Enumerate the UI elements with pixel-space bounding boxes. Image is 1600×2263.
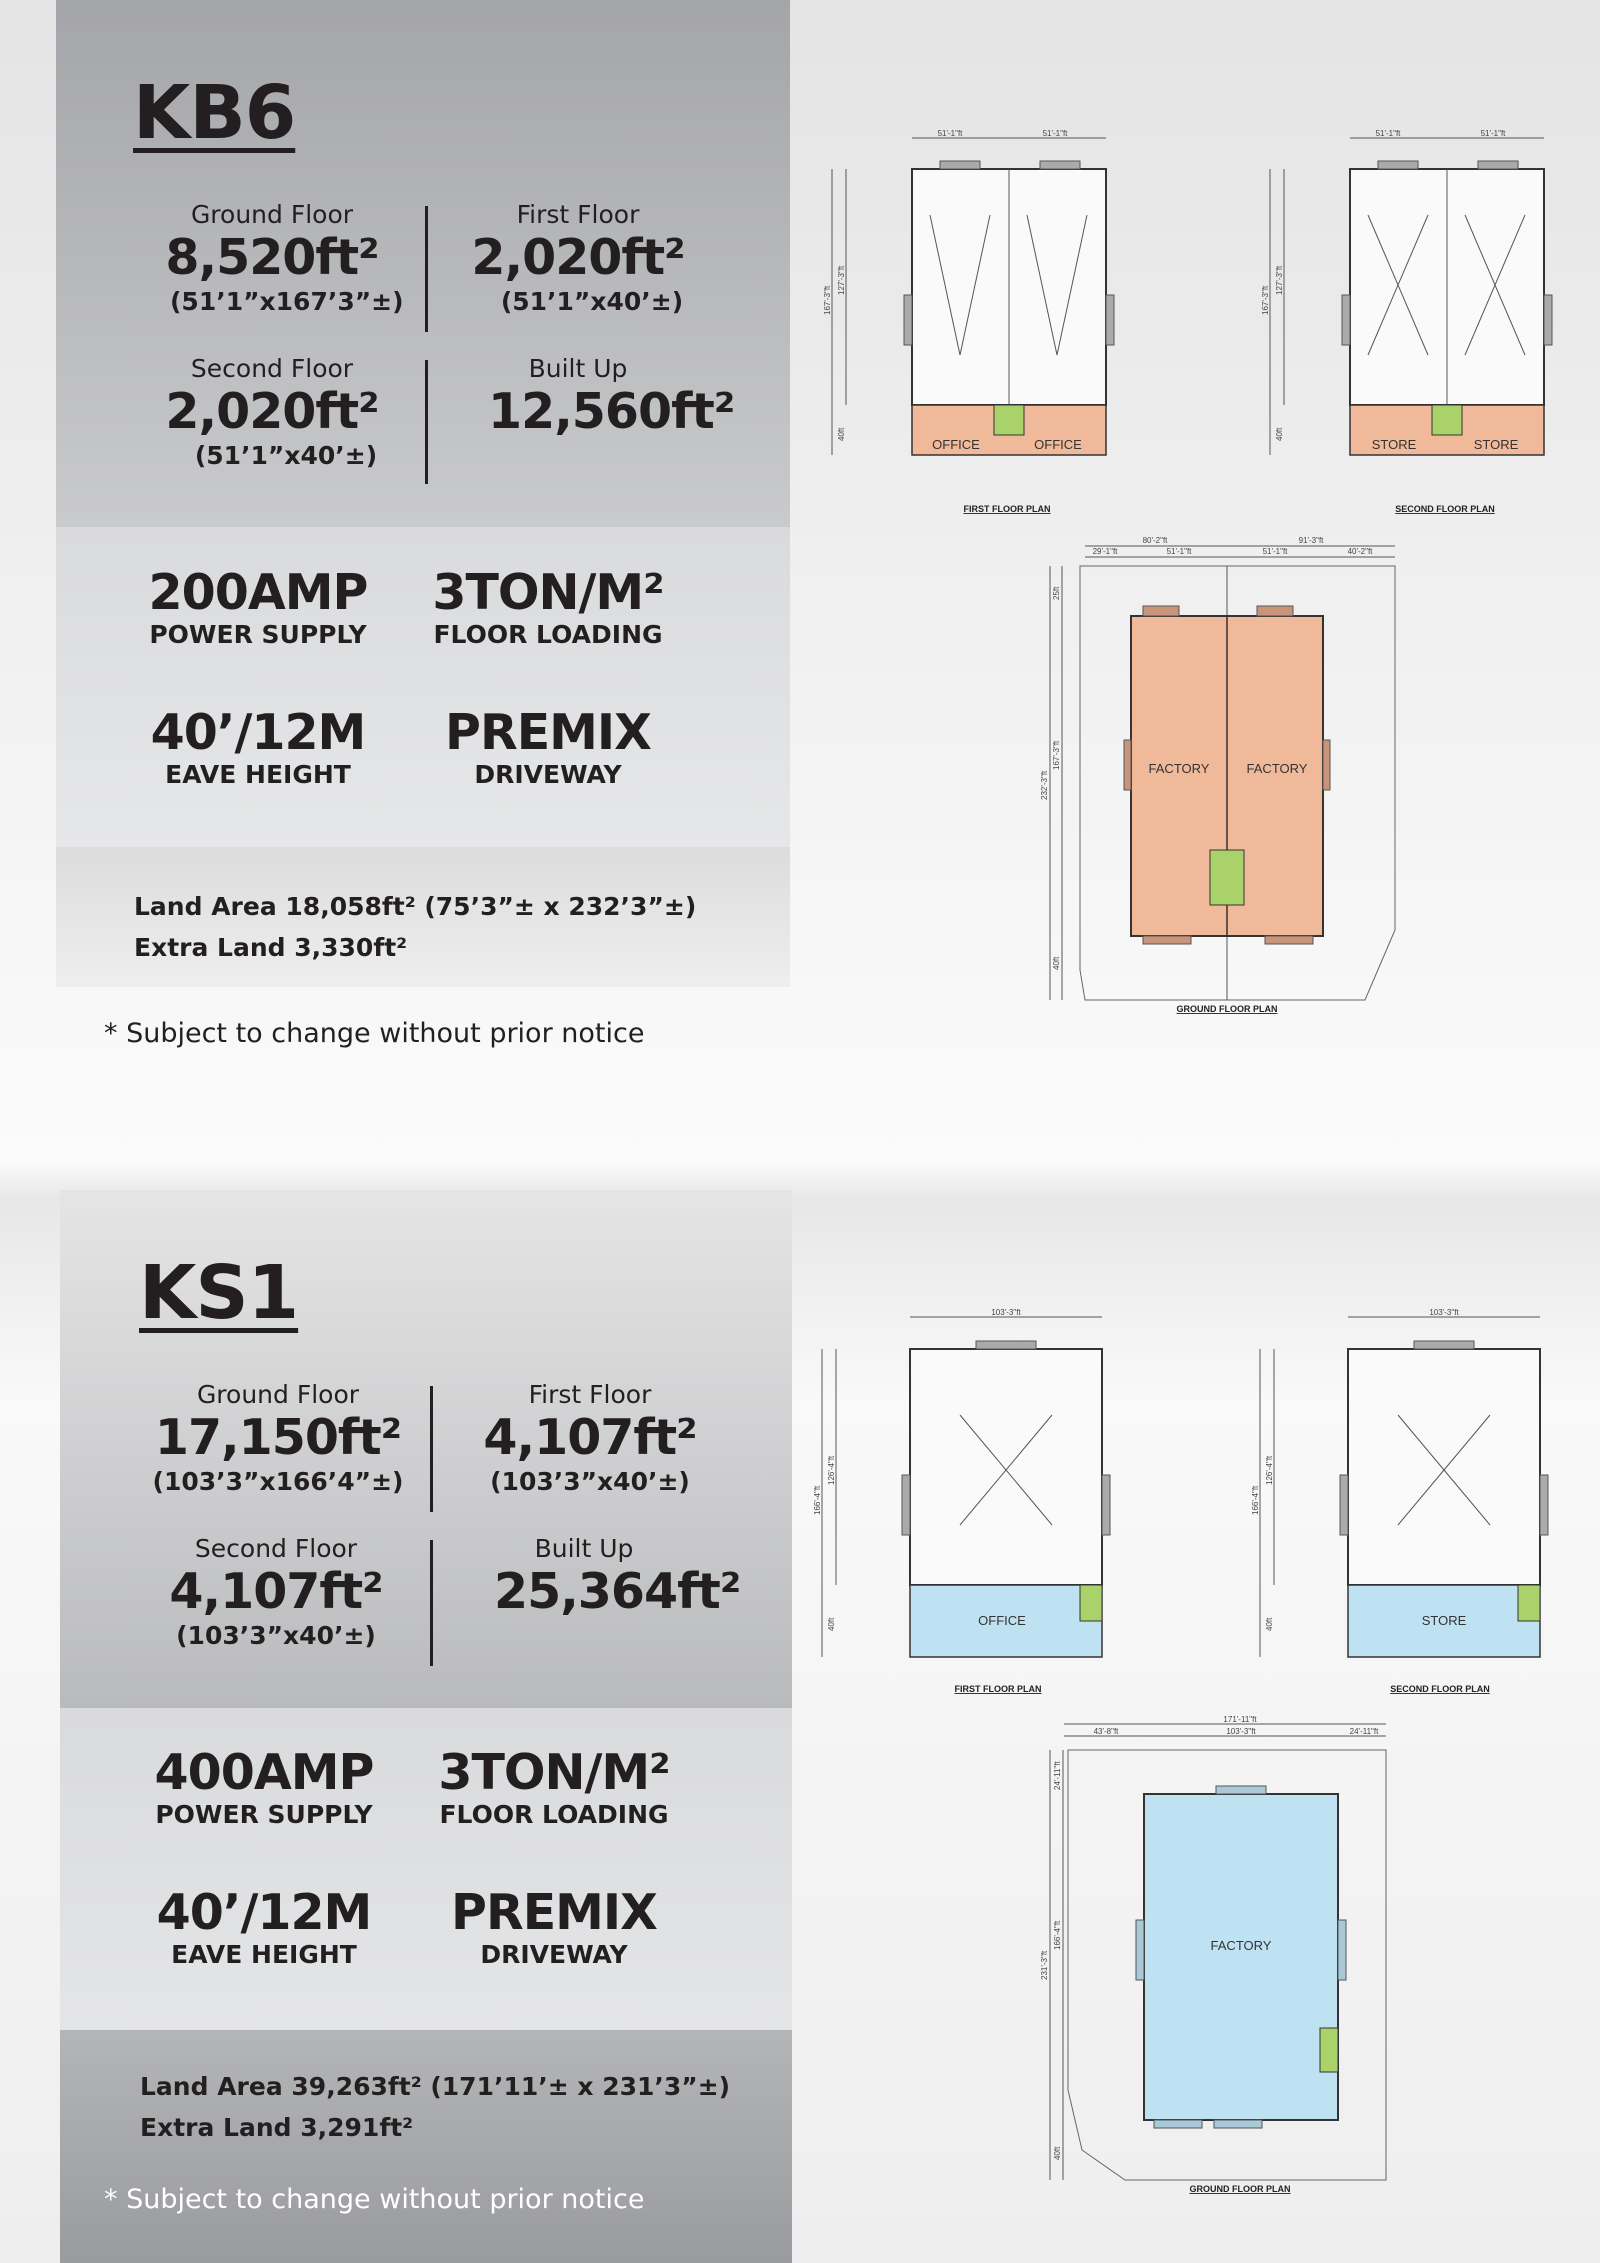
land-area: Land Area 39,263ft² (171’11’± x 231’3”±) — [140, 2072, 731, 2101]
floor-label: Second Floor — [190, 354, 354, 383]
spec-label: DRIVEWAY — [474, 760, 622, 789]
floor-dims: (51’1”x40’±) — [194, 441, 378, 470]
kb6-second-floor — [142, 354, 402, 470]
ks1-spec-floor-loading — [404, 1746, 704, 1829]
room-label: OFFICE — [978, 1613, 1026, 1628]
dimension-label: 231'-3"ft — [1040, 1950, 1049, 1980]
dimension-label: 40ft — [1053, 2146, 1062, 2160]
room-label: STORE — [1421, 1613, 1467, 1628]
unit-code-kb6: KB6 — [133, 70, 296, 156]
spec-label: FLOOR LOADING — [433, 620, 663, 649]
ks1-land-info — [140, 2066, 730, 2148]
floor-label: Ground Floor — [196, 1380, 360, 1409]
dimension-label: 40ft — [827, 1617, 836, 1631]
factory-zone — [1144, 1794, 1338, 2120]
spec-value: PREMIX — [445, 704, 651, 761]
dimension-label: 25ft — [1052, 586, 1061, 600]
dimension-label: 126'-4"ft — [1265, 1455, 1274, 1485]
room-label: FACTORY — [1148, 761, 1210, 776]
floor-label: Ground Floor — [190, 200, 354, 229]
dimension-label: 51'-1"ft — [1166, 547, 1192, 556]
unit-code-ks1: KS1 — [139, 1250, 299, 1336]
ks1-second-floor — [146, 1534, 406, 1650]
dimension-label: 51'-1"ft — [1375, 129, 1401, 138]
divider — [430, 1386, 433, 1512]
dimension-label: 51'-1"ft — [1042, 129, 1068, 138]
ks1-disclaimer: * Subject to change without prior notice — [104, 2184, 645, 2215]
floor-area: 2,020ft² — [165, 383, 379, 440]
kb6-spec-floor-loading — [398, 566, 698, 649]
ks1-ground-floor — [148, 1380, 408, 1496]
floor-dims: (103’3”x40’±) — [490, 1467, 690, 1496]
floor-label: Built Up — [534, 1534, 634, 1563]
spec-label: POWER SUPPLY — [155, 1800, 373, 1829]
floor-label: Second Floor — [194, 1534, 358, 1563]
dimension-label: 166'-4"ft — [1251, 1485, 1260, 1515]
dimension-label: 167'-3"ft — [1052, 740, 1061, 770]
kb6-disclaimer: * Subject to change without prior notice — [104, 1018, 645, 1049]
floor-label: Built Up — [528, 354, 628, 383]
dimension-label: 51'-1"ft — [1480, 129, 1506, 138]
spec-value: 40’/12M — [156, 1884, 372, 1941]
spec-label: FLOOR LOADING — [439, 1800, 669, 1829]
spec-label: EAVE HEIGHT — [165, 760, 351, 789]
room-label: STORE — [1473, 437, 1519, 452]
extra-land: Extra Land 3,330ft² — [134, 933, 408, 962]
spec-value: PREMIX — [451, 1884, 657, 1941]
floor-area: 12,560ft² — [488, 383, 735, 440]
kb6-spec-driveway — [398, 706, 698, 789]
plan-title: FIRST FLOOR PLAN — [954, 1684, 1042, 1694]
room-label: FACTORY — [1246, 761, 1308, 776]
spec-value: 400AMP — [154, 1744, 374, 1801]
ks1-spec-power — [114, 1746, 414, 1829]
dimension-label: 167'-3"ft — [1261, 285, 1270, 315]
spec-value: 3TON/M² — [432, 564, 664, 621]
dimension-label: 91'-3"ft — [1298, 536, 1324, 545]
floor-dims: (51’1”x40’±) — [500, 287, 684, 316]
dimension-label: 40ft — [1052, 956, 1061, 970]
room-label: STORE — [1371, 437, 1417, 452]
floor-area: 8,520ft² — [165, 229, 379, 286]
dimension-label: 167'-3"ft — [823, 285, 832, 315]
ks1-built-up — [454, 1534, 741, 1621]
kb6-ground-floor-plan — [1025, 530, 1425, 1020]
ks1-first-floor — [460, 1380, 720, 1496]
spec-value: 200AMP — [148, 564, 368, 621]
floor-area: 17,150ft² — [154, 1409, 402, 1466]
kb6-land-info — [134, 886, 696, 968]
dimension-label: 127'-3"ft — [1275, 265, 1284, 295]
floor-area: 4,107ft² — [483, 1409, 697, 1466]
room-label: OFFICE — [1034, 437, 1082, 452]
divider — [430, 1540, 433, 1666]
dimension-label: 40ft — [1275, 427, 1284, 441]
ks1-ground-floor-plan — [1030, 1710, 1430, 2200]
dimension-label: 103'-3"ft — [991, 1308, 1021, 1317]
kb6-second-floor-plan — [1258, 125, 1558, 525]
plan-title: FIRST FLOOR PLAN — [963, 504, 1051, 514]
dimension-label: 166'-4"ft — [813, 1485, 822, 1515]
floor-dims: (103’3”x166’4”±) — [152, 1467, 404, 1496]
kb6-spec-eave — [108, 706, 408, 789]
spec-label: DRIVEWAY — [480, 1940, 628, 1969]
dimension-label: 80'-2"ft — [1142, 536, 1168, 545]
plan-title: SECOND FLOOR PLAN — [1390, 1684, 1490, 1694]
dimension-label: 232'-3"ft — [1040, 770, 1049, 800]
ks1-spec-eave — [114, 1886, 414, 1969]
dimension-label: 24'-11"ft — [1349, 1727, 1379, 1736]
divider — [425, 206, 428, 332]
floor-area: 2,020ft² — [471, 229, 685, 286]
land-area: Land Area 18,058ft² (75’3”± x 232’3”±) — [134, 892, 697, 921]
room-label: OFFICE — [932, 437, 980, 452]
plan-title: GROUND FLOOR PLAN — [1189, 2184, 1291, 2194]
spec-value: 3TON/M² — [438, 1744, 670, 1801]
extra-land: Extra Land 3,291ft² — [140, 2113, 414, 2142]
spec-value: 40’/12M — [150, 704, 366, 761]
divider — [425, 360, 428, 484]
dimension-label: 126'-4"ft — [827, 1455, 836, 1485]
dimension-label: 171'-11"ft — [1223, 1715, 1257, 1724]
dimension-label: 24'-11"ft — [1053, 1761, 1062, 1790]
plan-title: SECOND FLOOR PLAN — [1395, 504, 1495, 514]
plan-title: GROUND FLOOR PLAN — [1176, 1004, 1278, 1014]
dimension-label: 103'-3"ft — [1429, 1308, 1459, 1317]
spec-label: POWER SUPPLY — [149, 620, 367, 649]
dimension-label: 43'-8"ft — [1093, 1727, 1119, 1736]
kb6-first-floor-plan — [820, 125, 1120, 525]
kb6-spec-power — [108, 566, 408, 649]
dimension-label: 166'-4"ft — [1053, 1920, 1062, 1950]
dimension-label: 127'-3"ft — [837, 265, 846, 295]
floor-label: First Floor — [516, 200, 640, 229]
room-label: FACTORY — [1210, 1938, 1272, 1953]
kb6-built-up — [448, 354, 735, 441]
floor-area: 4,107ft² — [169, 1563, 383, 1620]
kb6-ground-floor — [142, 200, 402, 316]
floor-dims: (103’3”x40’±) — [176, 1621, 376, 1650]
ks1-spec-driveway — [404, 1886, 704, 1969]
ks1-second-floor-plan — [1248, 1305, 1558, 1705]
kb6-first-floor — [448, 200, 708, 316]
floor-area: 25,364ft² — [494, 1563, 741, 1620]
dimension-label: 103'-3"ft — [1226, 1727, 1256, 1736]
dimension-label: 40ft — [837, 427, 846, 441]
dimension-label: 51'-1"ft — [937, 129, 963, 138]
floor-dims: (51’1”x167’3”±) — [170, 287, 404, 316]
dimension-label: 51'-1"ft — [1262, 547, 1288, 556]
spec-label: EAVE HEIGHT — [171, 1940, 357, 1969]
dimension-label: 40'-2"ft — [1347, 547, 1373, 556]
dimension-label: 29'-1"ft — [1092, 547, 1118, 556]
ks1-first-floor-plan — [810, 1305, 1120, 1705]
dimension-label: 40ft — [1265, 1617, 1274, 1631]
floor-label: First Floor — [528, 1380, 652, 1409]
